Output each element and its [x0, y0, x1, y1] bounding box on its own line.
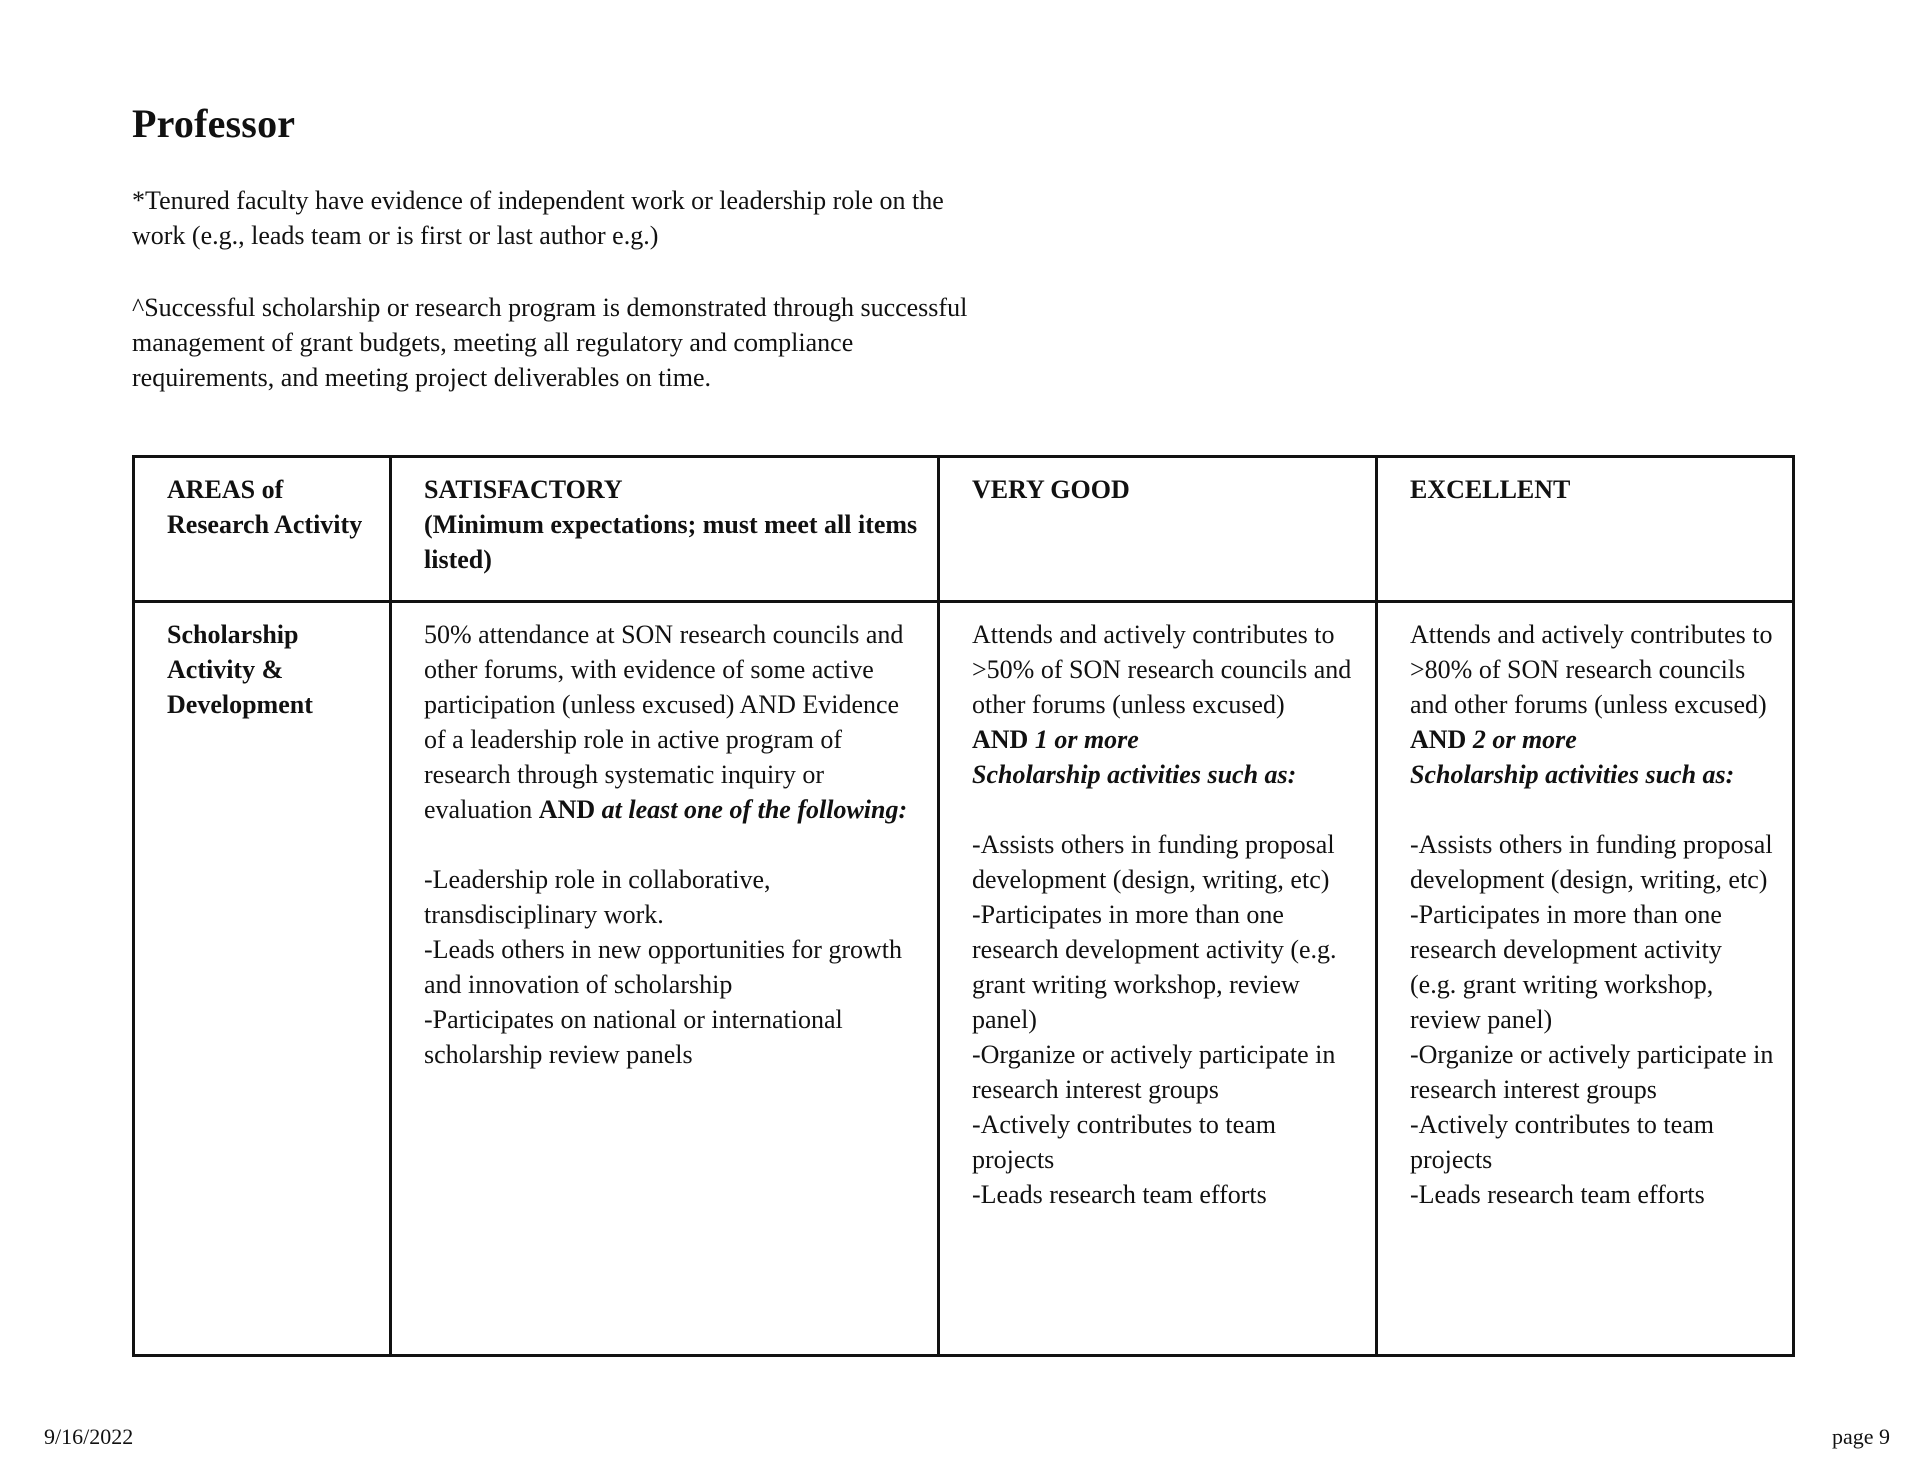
list-item: -Leadership role in collaborative, transdisciplinary work. [424, 865, 771, 929]
list-item: -Actively contributes to team projects [1410, 1110, 1714, 1174]
list-item: -Participates on national or international scholarship review panels [424, 1005, 843, 1069]
list-item: -Actively contributes to team projects [972, 1110, 1276, 1174]
very-good-cell [939, 602, 1377, 1356]
tenure-note: *Tenured faculty have evidence of independent work or leadership role on the work (e.g., leads team or is first or last author e.g.) [132, 186, 944, 250]
header-satisfactory-subtitle: (Minimum expectations; must meet all items listed) [424, 510, 918, 574]
page-title: Professor [132, 101, 296, 146]
header-excellent-label: EXCELLENT [1410, 475, 1571, 504]
header-very-good-label: VERY GOOD [972, 475, 1130, 504]
research-rubric-table [132, 455, 1795, 1357]
header-excellent [1377, 457, 1794, 602]
header-areas-label: AREAS of Research Activity [167, 475, 363, 539]
excellent-and: AND [1410, 725, 1467, 754]
header-very-good [939, 457, 1377, 602]
very-good-emphasis: 1 or more [1028, 725, 1139, 754]
very-good-and: AND [972, 725, 1029, 754]
list-item: -Participates in more than one research development activity (e.g. grant writing workshop, review panel) [1410, 900, 1722, 1034]
list-item: -Leads research team efforts [972, 1180, 1267, 1209]
list-item: -Participates in more than one research development activity (e.g. grant writing workshop, review panel) [972, 900, 1337, 1034]
area-label: Scholarship Activity & Development [167, 620, 313, 719]
spacer [424, 827, 919, 862]
list-item: -Assists others in funding proposal development (design, writing, etc) [972, 830, 1335, 894]
excellent-emphasis-2: Scholarship activities such as: [1410, 760, 1735, 789]
satisfactory-and: AND [538, 795, 596, 824]
satisfactory-intro: 50% attendance at SON research councils and other forums, with evidence of some active participation (unless excused) AND Evidence of a leadership role in active program of research through systematic inquiry or evaluation [424, 620, 904, 824]
satisfactory-cell [391, 602, 939, 1356]
scholarship-note: ^Successful scholarship or research program is demonstrated through successful management of grant budgets, meeting all regulatory and compliance requirements, and meeting project deliverables on time. [132, 293, 968, 392]
header-satisfactory-label: SATISFACTORY [424, 475, 623, 504]
excellent-cell [1377, 602, 1794, 1356]
list-item: -Organize or actively participate in research interest groups [1410, 1040, 1774, 1104]
very-good-emphasis-2: Scholarship activities such as: [972, 760, 1297, 789]
satisfactory-emphasis: at least one of the following: [595, 795, 908, 824]
spacer [972, 792, 1357, 827]
excellent-intro: Attends and actively contributes to >80% of SON research councils and other forums (unless excused) [1410, 620, 1773, 719]
list-item: -Leads others in new opportunities for growth and innovation of scholarship [424, 935, 903, 999]
list-item: -Assists others in funding proposal development (design, writing, etc) [1410, 830, 1773, 894]
area-cell [134, 602, 391, 1356]
list-item: -Organize or actively participate in research interest groups [972, 1040, 1336, 1104]
table-row [134, 602, 1794, 1356]
excellent-emphasis: 2 or more [1466, 725, 1577, 754]
header-areas [134, 457, 391, 602]
spacer [1410, 792, 1774, 827]
footer-date: 9/16/2022 [44, 1424, 134, 1449]
header-satisfactory [391, 457, 939, 602]
table-header-row [134, 457, 1794, 602]
very-good-intro: Attends and actively contributes to >50% of SON research councils and other forums (unless excused) [972, 620, 1352, 719]
list-item: -Leads research team efforts [1410, 1180, 1705, 1209]
page-number: page 9 [1831, 1424, 1890, 1449]
